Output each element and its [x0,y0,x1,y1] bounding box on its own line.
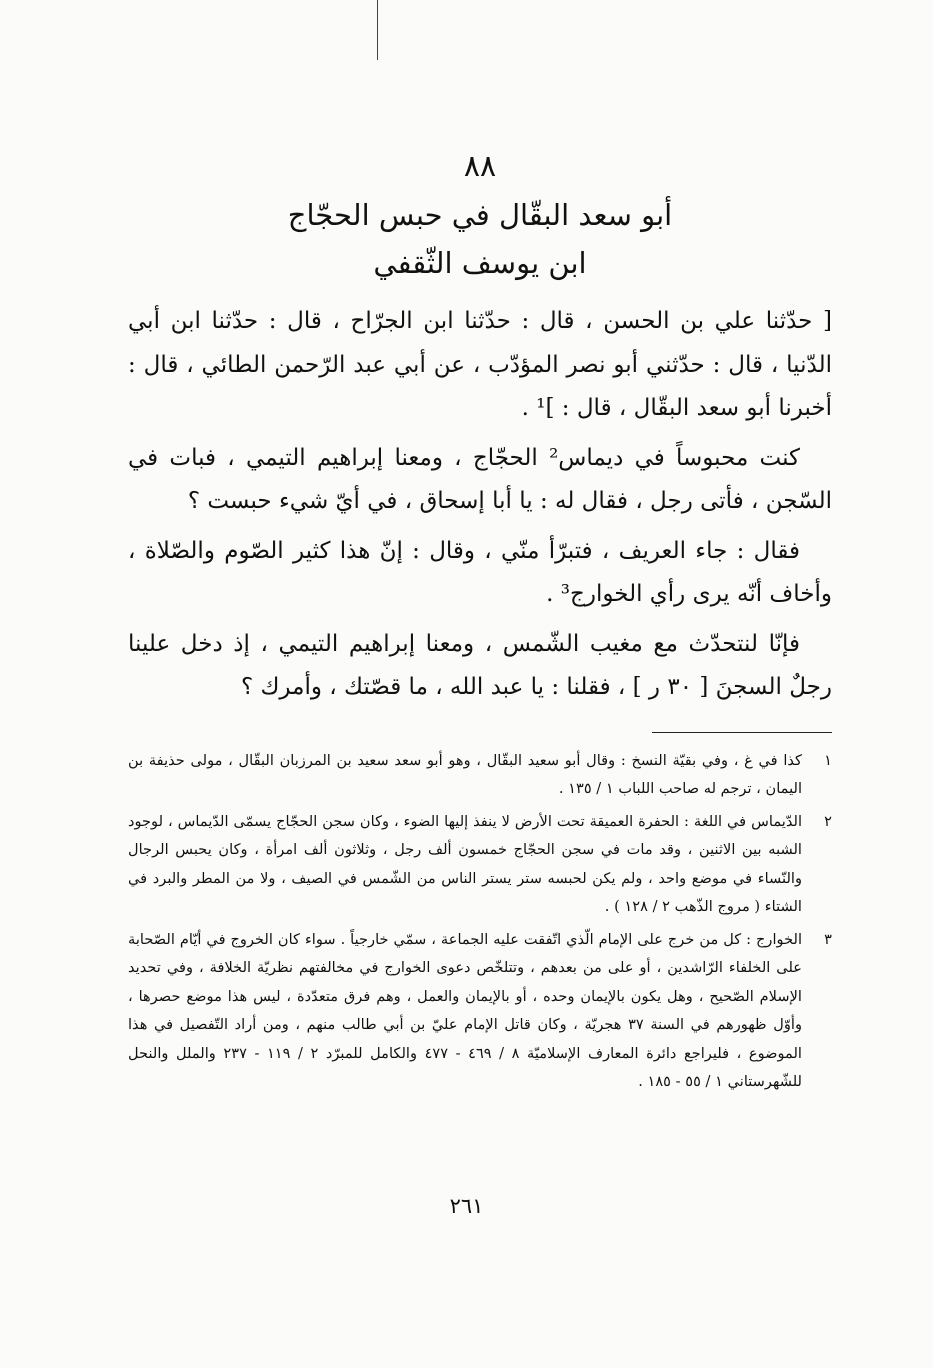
chapter-number: ٨٨ [463,149,497,184]
body-paragraph: فإنّا لنتحدّث مع مغيب الشّمس ، ومعنا إبراهيم التيمي ، إذ دخل علينا رجلٌ السجنَ [ ٣٠ ر ] ، فقلنا : يا عبد الله ، ما قصّتك ، وأمرك ؟ [128,630,832,700]
book-page [128,150,832,1101]
footnote [128,808,832,922]
footnote [128,747,832,804]
footnote-divider [652,732,832,733]
footnote-number: ٢ [824,812,832,830]
body-paragraph: كنت محبوساً في ديماس² الحجّاج ، ومعنا إبراهيم التيمي ، فبات في السّجن ، فأتى رجل ، فقال له : يا أبا إسحاق ، في أيّ شيء حبست ؟ [128,444,832,514]
footnote-text: الدّيماس في اللغة : الحفرة العميقة تحت الأرض لا ينفذ إليها الضوء ، وكان سجن الحجّاج يسمّى الدّيماس ، لوجود الشبه بين الاثنين ، وقد مات في سجن الحجّاج خمسون ألف رجل ، وثلاثون ألف امرأة ، وكان يحبس الرجال والنّساء في موضع واحد ، ولم يكن لحبسه ستر يستر الناس من الشّمس في الصيف ، ولا من المطر والبرد في الشتاء ( مروج الذّهب ٢ / ١٢٨ ) . [128,812,802,915]
footnote-number: ١ [824,751,832,769]
isnad-paragraph: [ حدّثنا علي بن الحسن ، قال : حدّثنا ابن الجرّاح ، قال : حدّثنا ابن أبي الدّنيا ، قال : حدّثني أبو نصر المؤدّب ، عن أبي عبد الرّحمن الطائي ، قال : أخبرنا أبو سعد البقّال ، قال : ]¹ . [128,308,832,421]
chapter-subtitle: ابن يوسف الثّقفي [373,246,587,280]
footnote [128,926,832,1097]
footnote-text: الخوارج : كل من خرج على الإمام الّذي اتّفقت عليه الجماعة ، سمّي خارجياً . سواء كان الخروج في أيّام الصّحابة على الخلفاء الرّاشدين ، أو على من بعدهم ، وتتلخّص دعوى الخوارج في مخالفتهم نظريّة الخلافة ، وفي تحديد الإسلام الصّحيح ، وهل يكون بالإيمان وحده ، أو بالإيمان والعمل ، وهم فرق متعدّدة ، ليس هذا موضع حصرها ، وأوّل ظهورهم في السنة ٣٧ هجريّة ، وكان قاتل الإمام عليّ بن أبي طالب منهم ، ومن أراد التّفصيل في هذا الموضوع ، فليراجع دائرة المعارف الإسلاميّة ٨ / ٤٦٩ - ٤٧٧ والكامل للمبرّد ٢ / ١١٩ - ٢٣٧ والملل والنحل للشّهرستاني ١ / ٥٥ - ١٨٥ . [128,930,802,1090]
footnote-number: ٣ [824,930,832,948]
body-paragraph: فقال : جاء العريف ، فتبرّأ منّي ، وقال : إنّ هذا كثير الصّوم والصّلاة ، وأخاف أنّه يرى رأي الخوارج³ . [128,537,832,607]
chapter-title: أبو سعد البقّال في حبس الحجّاج [287,198,673,232]
folio-number: ٢٦١ [449,1194,484,1218]
page-crease [377,0,378,60]
footnote-text: كذا في غ ، وفي بقيّة النسخ : وقال أبو سعيد البقّال ، وهو أبو سعد سعيد بن المرزبان البقّال ، مولى حذيفة بن اليمان ، ترجم له صاحب اللباب ١ / ١٣٥ . [128,751,802,797]
